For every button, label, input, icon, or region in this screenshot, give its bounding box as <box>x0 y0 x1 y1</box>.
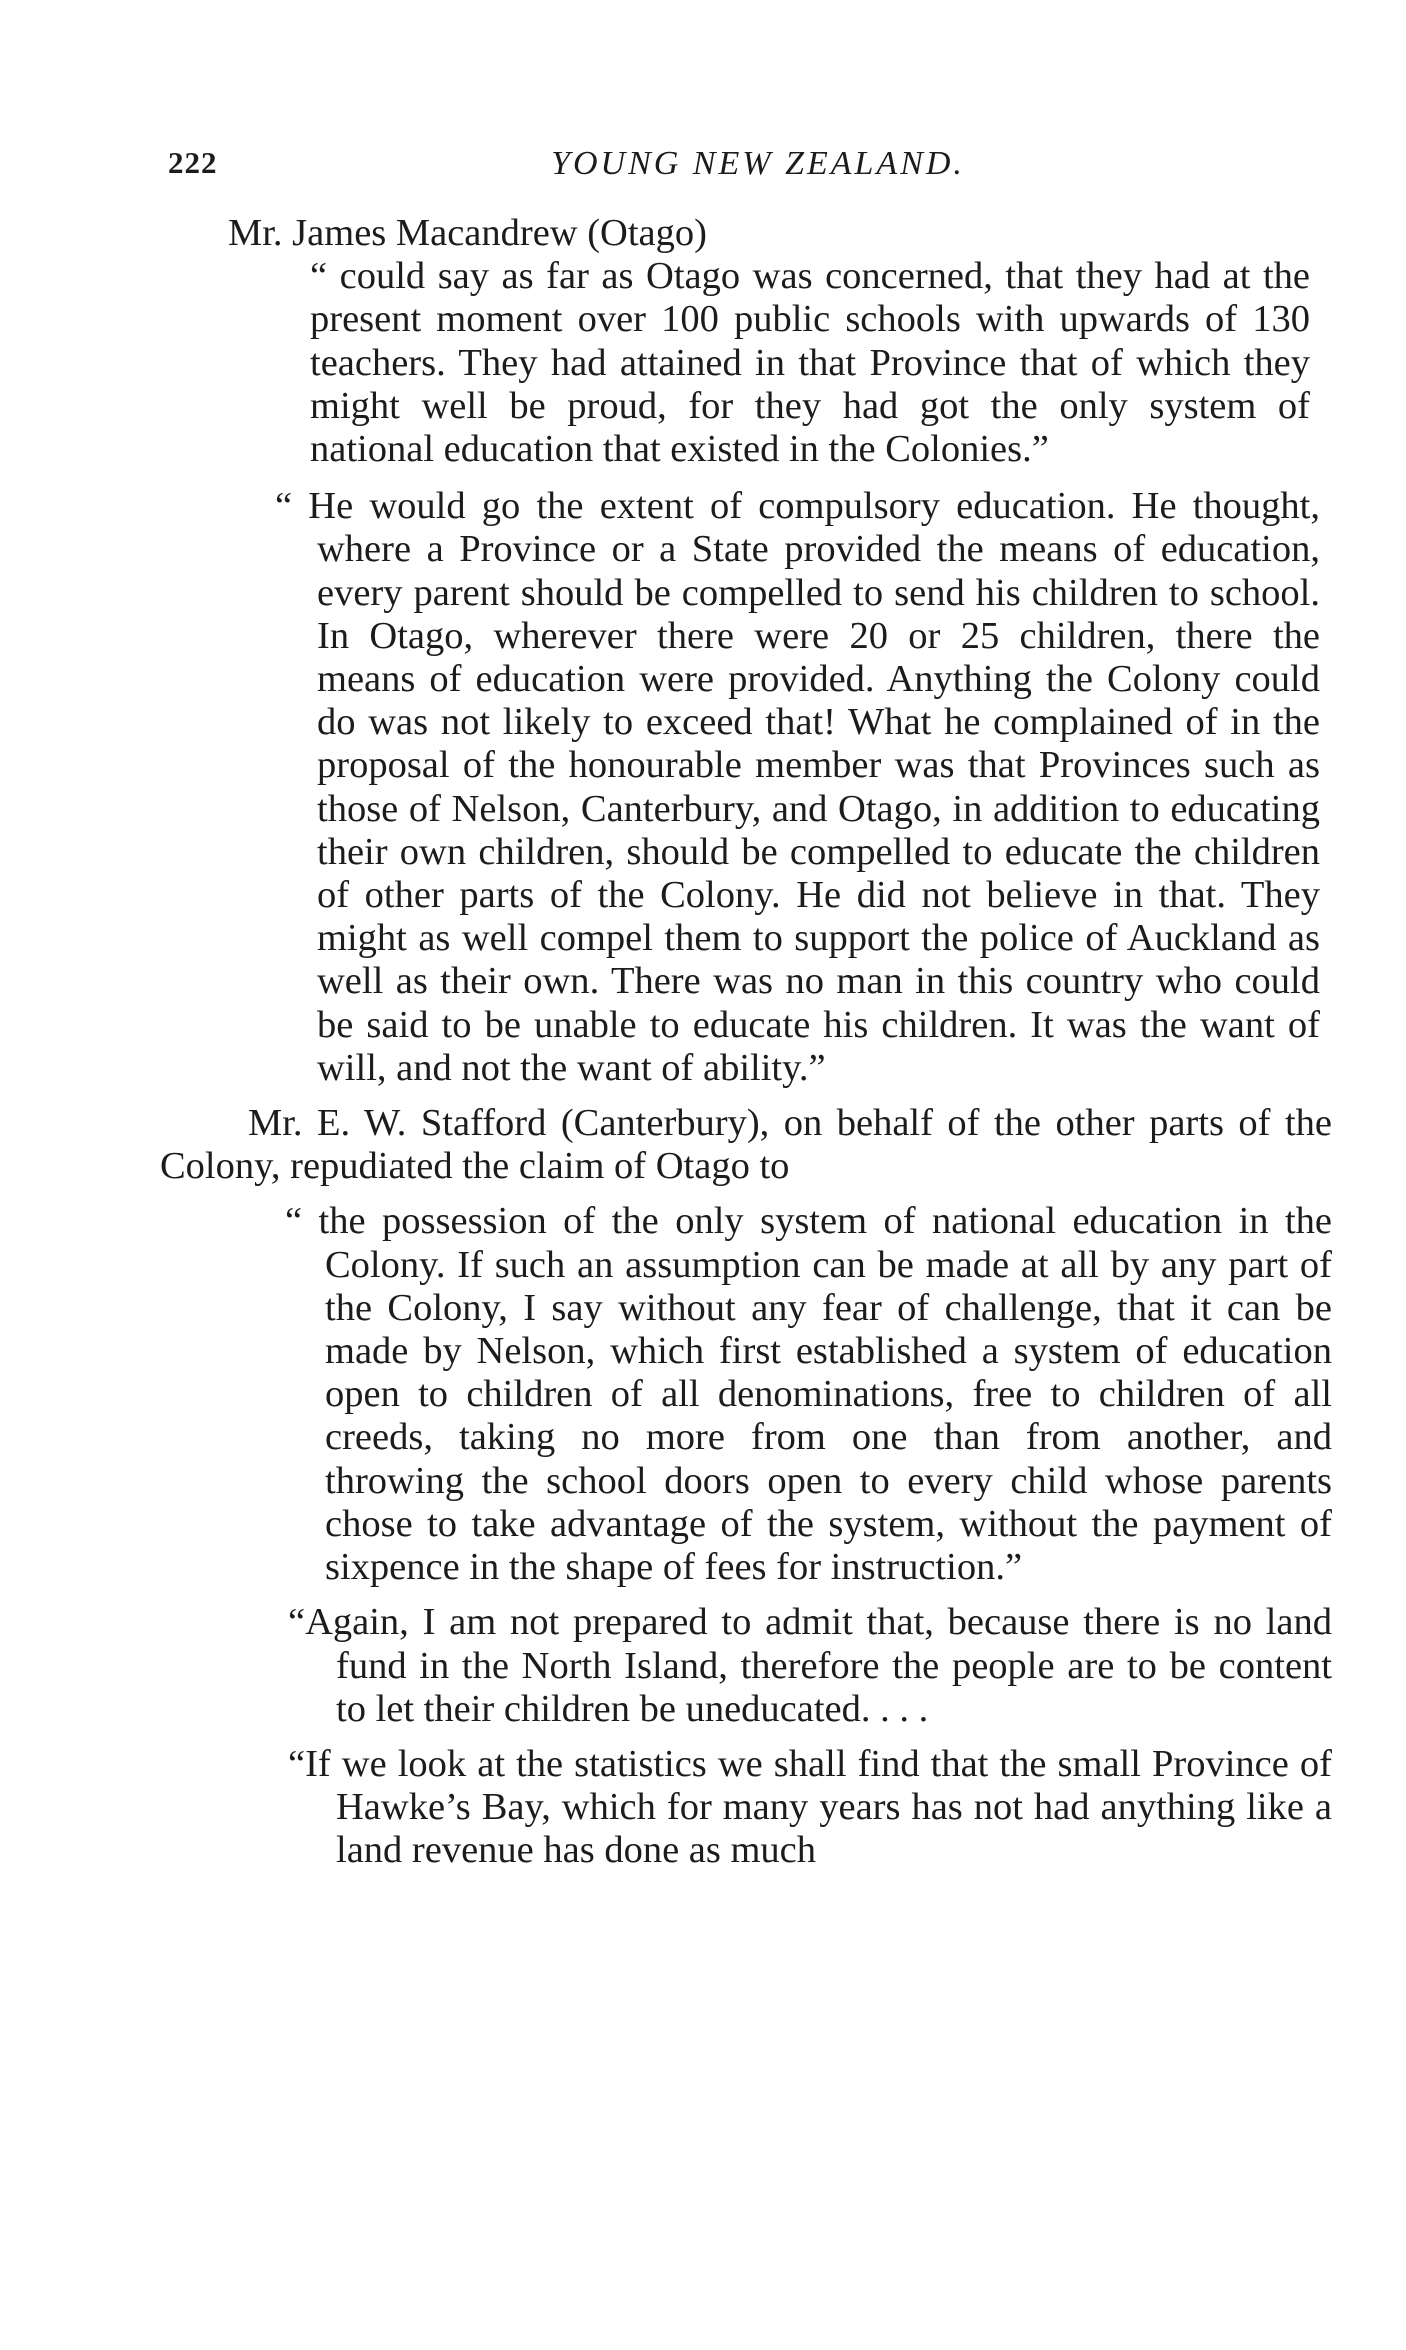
running-title: YOUNG NEW ZEALAND. <box>551 145 965 182</box>
quote-stafford-hawkes-bay: “If we look at the statistics we shall find that the small Province of Hawke’s Bay, which for many years has not had anything like a land revenue has done as much <box>288 1742 1332 1872</box>
quote-stafford-land-fund: “Again, I am not prepared to admit that, because there is no land fund in the North Island, therefore the people are to be content to let their children be uneducated. . . . <box>288 1601 1332 1730</box>
quote-macandrew-compulsory: “ He would go the extent of compulsory education. He thought, where a Province or a State provided the means of education, every parent should be compelled to send his children to school. In Otago, wherever there were 20 or 25 children, there the means of education were provided. Anything the Colony could do was not likely to exceed that! What he complained of in the proposal of the honourable member was that Provinces such as those of Nelson, Canterbury, and Otago, in addition to educating their own children, should be compelled to educate the children of other parts of the Colony. He did not believe in that. They might as well compel them to support the police of Auckland as well as their own. There was no man in this country who could be said to be unable to educate his children. It was the want of will, and not the want of ability.” <box>275 485 1320 1089</box>
quote-macandrew-schools: “ could say as far as Otago was concerned, that they had at the present moment over 100 public schools with upwards of 130 teachers. They had attained in that Province that of which they might well be proud, for they had got the only system of national education that existed in the Colonies.” <box>310 255 1310 471</box>
paragraph-stafford: Mr. E. W. Stafford (Canterbury), on behalf of the other parts of the Colony, repudiated the claim of Otago to <box>160 1102 1332 1188</box>
page-number: 222 <box>168 145 218 180</box>
page-body <box>160 212 1340 1873</box>
speaker-line-macandrew: Mr. James Macandrew (Otago) <box>228 212 707 254</box>
page-header <box>168 145 1348 195</box>
quote-stafford-nelson: “ the possession of the only system of national education in the Colony. If such an assumption can be made at all by any part of the Colony, I say without any fear of challenge, that it can be made by Nelson, which first established a system of education open to children of all denominations, free to children of all creeds, taking no more from one than from another, and throwing the school doors open to every child whose parents chose to take advantage of the system, without the payment of sixpence in the shape of fees for instruction.” <box>285 1200 1332 1589</box>
